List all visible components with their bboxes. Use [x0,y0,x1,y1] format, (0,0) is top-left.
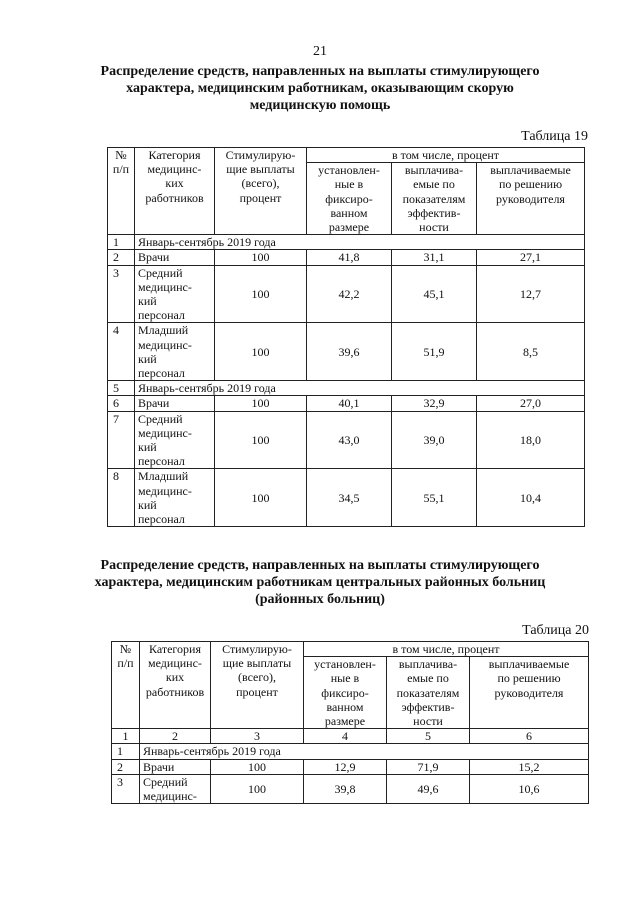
table-row [112,774,589,803]
table-row [108,323,585,381]
cell-line: Младший [138,323,189,338]
value-total: 100 [211,774,304,803]
cell-line: щие выплаты [226,162,295,177]
cell-line: по решению [498,177,563,192]
row-number: 3 [108,265,135,323]
cell-line: медицинс- [138,337,192,352]
header-category [135,148,215,235]
cell-line: персонал [138,366,185,381]
row-number: 6 [108,396,135,411]
cell-line: персонал [138,512,185,527]
period-row [108,235,585,250]
title-line: медицинскую помощь [249,98,391,113]
cell-line: по решению [497,671,561,686]
value-perf: 55,1 [392,469,477,527]
header-row [112,642,589,657]
table-row [108,469,585,527]
value-fixed: 39,8 [304,774,387,803]
cell-line: ности [419,220,449,235]
header-num [112,642,140,729]
value-mgr: 12,7 [477,265,585,323]
cell-line: процент [236,684,278,699]
value-mgr: 8,5 [477,323,585,381]
row-number: 4 [108,323,135,381]
cell-line: руководителя [496,191,565,206]
cell-line: ких [165,670,185,685]
row-number: 1 [108,235,135,250]
cell-line: фиксиро- [321,685,369,700]
cell-line: ности [413,714,443,729]
category-cell [135,250,215,265]
cell-line: Категория [148,148,201,162]
value-mgr: 27,0 [477,396,585,411]
value-fixed: 43,0 [307,411,392,469]
cell-line: эффектив- [407,205,461,220]
table19-caption: Таблица 19 [521,129,588,144]
value-total: 100 [215,323,307,381]
cell-line: показателям [402,191,466,206]
title-line: характера, медицинским работникам, оказывающим скорую [126,81,514,96]
cell-line: Младший [138,469,189,484]
header-manager [470,657,589,729]
cell-line: выплачиваемые [490,163,571,178]
cell-line: установлен- [314,657,376,672]
cell-line: емые по [407,671,449,686]
cell-line: (всего), [237,670,276,685]
column-number: 3 [211,729,304,744]
page-number: 21 [313,44,327,59]
category-cell [140,774,211,803]
row-number: 5 [108,381,135,396]
row-number: 8 [108,469,135,527]
title-line: Распределение средств, направленных на выплаты стимулирующего [100,558,540,573]
cell-line: п/п [117,656,134,671]
cell-line: работников [145,684,205,699]
cell-line: ванном [330,205,368,220]
cell-line: ные в [334,177,364,192]
category-cell [135,265,215,323]
category-cell [135,411,215,469]
header-row [108,148,585,163]
cell-line: персонал [138,454,185,469]
column-number: 2 [140,729,211,744]
cell-line: № [119,642,132,656]
value-perf: 31,1 [392,250,477,265]
header-total [211,642,304,729]
header-fixed [304,657,387,729]
cell-line: ванном [326,699,364,714]
value-mgr: 10,4 [477,469,585,527]
header-total [215,148,307,235]
cell-line: работников [145,190,204,205]
cell-line: медицинс- [148,656,202,671]
cell-line: выплачива- [398,657,458,672]
row-number: 2 [112,759,140,774]
cell-line: кий [138,351,157,366]
value-perf: 49,6 [387,774,470,803]
cell-line: медицинс- [147,162,202,177]
cell-line: Средний [143,774,188,789]
table-row [108,250,585,265]
category-cell [135,396,215,411]
title-line: (районных больниц) [255,592,385,607]
value-total: 100 [215,265,307,323]
value-total: 100 [211,759,304,774]
header-group: в том числе, процент [304,642,589,657]
value-total: 100 [215,250,307,265]
cell-line: эффектив- [401,699,455,714]
cell-line: кий [138,294,157,309]
cell-line: щие выплаты [222,656,292,671]
value-fixed: 40,1 [307,396,392,411]
category-cell [140,759,211,774]
value-total: 100 [215,469,307,527]
period-row [108,381,585,396]
column-number-row [112,729,589,744]
category-cell [135,469,215,527]
row-number: 7 [108,411,135,469]
value-perf: 39,0 [392,411,477,469]
table-20 [111,641,589,804]
value-mgr: 10,6 [470,774,589,803]
cell-line: (всего), [241,176,280,191]
cell-line: показателям [396,685,460,700]
cell-line: выплачива- [404,163,464,178]
category-cell [135,323,215,381]
value-perf: 45,1 [392,265,477,323]
section2-title [80,557,560,608]
header-manager [477,163,585,235]
header-performance [392,163,477,235]
value-mgr: 18,0 [477,411,585,469]
value-mgr: 15,2 [470,759,589,774]
cell-line: установлен- [318,163,380,178]
value-perf: 32,9 [392,396,477,411]
cell-line: медицинс- [138,483,192,498]
value-fixed: 42,2 [307,265,392,323]
row-number: 2 [108,250,135,265]
value-perf: 51,9 [392,323,477,381]
cell-line: Врачи [138,396,170,411]
cell-line: ные в [330,671,360,686]
table-19 [107,147,585,527]
cell-line: медицинс- [138,279,192,294]
cell-line: Средний [138,265,183,280]
column-number: 6 [470,729,589,744]
cell-line: фиксиро- [325,191,373,206]
value-mgr: 27,1 [477,250,585,265]
cell-line: процент [239,190,282,205]
title-line: характера, медицинским работникам центральных районных больниц [94,575,546,590]
table-row [108,265,585,323]
section1-title [80,63,560,114]
header-fixed [307,163,392,235]
cell-line: Категория [149,642,201,656]
header-group: в том числе, процент [307,148,585,163]
period-label: Январь-сентябрь 2019 года [135,381,585,396]
cell-line: № [115,148,127,162]
cell-line: кий [138,497,157,512]
title-line: Распределение средств, направленных на выплаты стимулирующего [100,64,540,79]
value-fixed: 12,9 [304,759,387,774]
column-number: 1 [112,729,140,744]
row-number: 3 [112,774,140,803]
cell-line: Стимулирую- [222,642,292,656]
cell-line: размере [324,714,366,729]
column-number: 5 [387,729,470,744]
header-num [108,148,135,235]
header-category [140,642,211,729]
value-total: 100 [215,411,307,469]
cell-line: персонал [138,308,185,323]
table-row [108,411,585,469]
cell-line: ких [165,176,184,191]
value-perf: 71,9 [387,759,470,774]
period-row [112,744,589,759]
cell-line: емые по [413,177,455,192]
cell-line: Врачи [143,759,175,774]
cell-line: кий [138,440,157,455]
cell-line: медицинс- [143,789,197,804]
period-label: Январь-сентябрь 2019 года [140,744,589,759]
value-fixed: 39,6 [307,323,392,381]
table20-caption: Таблица 20 [522,623,589,638]
table-row [112,759,589,774]
value-fixed: 41,8 [307,250,392,265]
cell-line: медицинс- [138,425,192,440]
cell-line: п/п [112,162,130,177]
period-label: Январь-сентябрь 2019 года [135,235,585,250]
header-performance [387,657,470,729]
cell-line: руководителя [494,685,564,700]
cell-line: Стимулирую- [225,148,296,162]
cell-line: Средний [138,411,183,426]
value-total: 100 [215,396,307,411]
cell-line: Врачи [138,250,170,265]
table-row [108,396,585,411]
value-fixed: 34,5 [307,469,392,527]
cell-line: размере [328,220,370,235]
row-number: 1 [112,744,140,759]
column-number: 4 [304,729,387,744]
cell-line: выплачиваемые [488,657,570,672]
